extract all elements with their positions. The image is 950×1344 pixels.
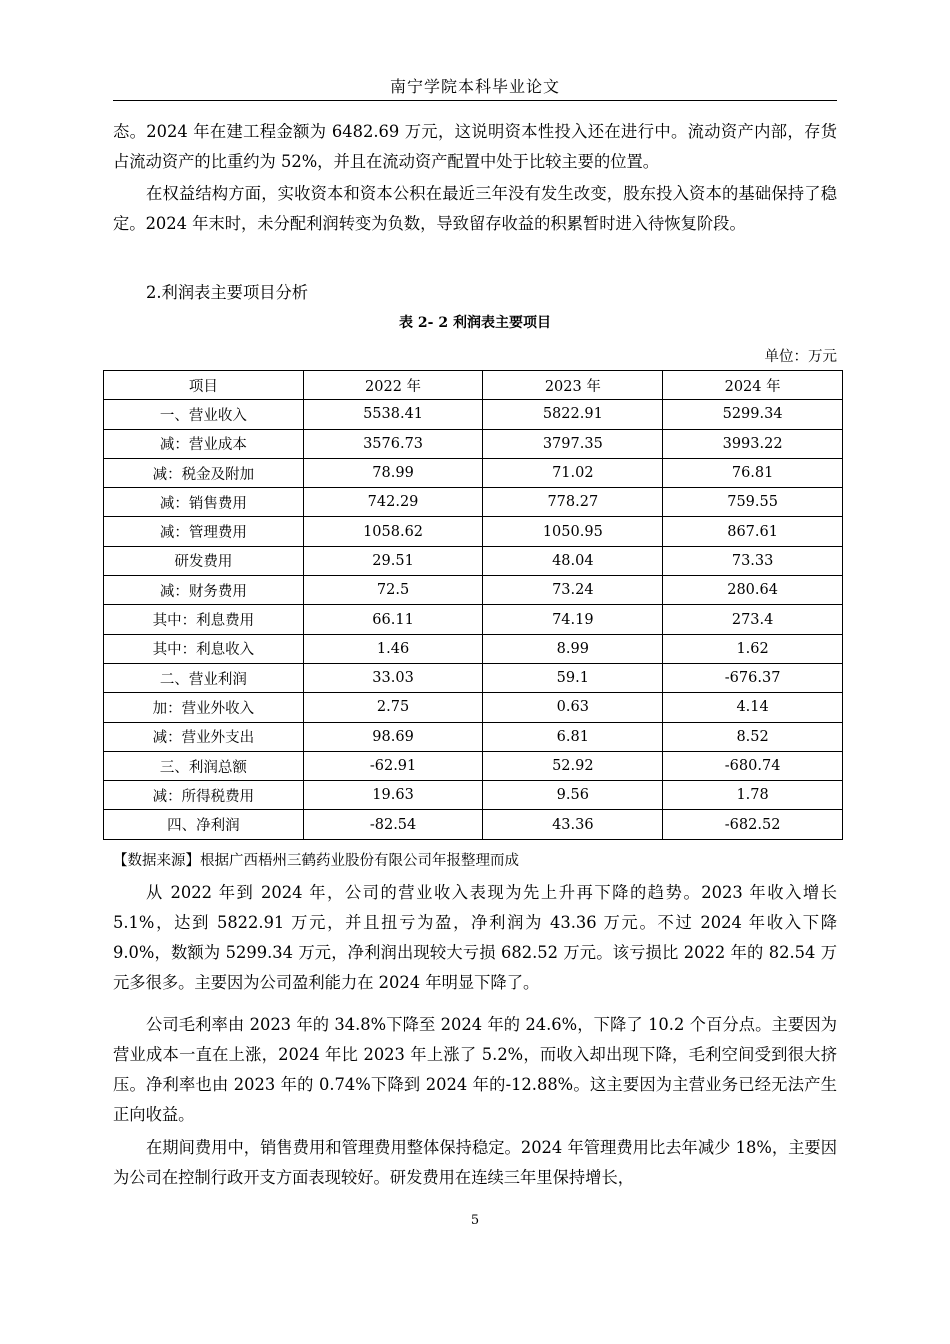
table-cell: 4.14 bbox=[663, 693, 843, 722]
table-row-label: 二、营业利润 bbox=[104, 663, 304, 692]
table-row bbox=[104, 517, 843, 546]
table-row-label: 其中：利息费用 bbox=[104, 605, 304, 634]
table-cell: 59.1 bbox=[483, 663, 663, 692]
section-heading: 2.利润表主要项目分析 bbox=[146, 283, 309, 302]
table-row bbox=[104, 722, 843, 751]
paragraph-4: 在期间费用中，销售费用和管理费用整体保持稳定。2024 年管理费用比去年减少 18%，主要因为公司在控制行政开支方面表现较好。研发费用在连续三年里保持增长， bbox=[113, 1138, 837, 1187]
table-cell: 3576.73 bbox=[303, 429, 483, 458]
paragraph-2: 从 2022 年到 2024 年，公司的营业收入表现为先上升再下降的趋势。2023 年收入增长 5.1%，达到 5822.91 万元，并且扭亏为盈，净利润为 43.36 万元。不过 2024 年收入下降 9.0%，数额为 5299.34 万元，净利润出现较大亏损 682.52 万元。该亏损比 2022 年的 82.54 万元多很多。主要因为公司盈利能力在 2024 年明显下降了。 bbox=[113, 883, 837, 992]
table-row-label: 减：管理费用 bbox=[104, 517, 304, 546]
table-header-cell: 2023 年 bbox=[483, 371, 663, 400]
table-caption: 表 2- 2 利润表主要项目 bbox=[399, 315, 551, 331]
table-cell: 280.64 bbox=[663, 576, 843, 605]
table-header-row bbox=[104, 371, 843, 400]
table-cell: 72.5 bbox=[303, 576, 483, 605]
table-cell: 0.63 bbox=[483, 693, 663, 722]
table-row-label: 减：销售费用 bbox=[104, 488, 304, 517]
table-cell: 71.02 bbox=[483, 458, 663, 487]
table-cell: 759.55 bbox=[663, 488, 843, 517]
table-cell: 9.56 bbox=[483, 781, 663, 810]
table-cell: 1.46 bbox=[303, 634, 483, 663]
table-cell: 2.75 bbox=[303, 693, 483, 722]
paragraph-1: 在权益结构方面，实收资本和资本公积在最近三年没有发生改变，股东投入资本的基础保持了稳定。2024 年末时，未分配利润转变为负数，导致留存收益的积累暂时进入待恢复阶段。 bbox=[113, 184, 837, 233]
table-row-label: 一、营业收入 bbox=[104, 400, 304, 429]
table-cell: 1.62 bbox=[663, 634, 843, 663]
table-cell: -62.91 bbox=[303, 751, 483, 780]
table-row-label: 减：税金及附加 bbox=[104, 458, 304, 487]
running-header: 南宁学院本科毕业论文 bbox=[389, 77, 560, 96]
table-row-label: 四、净利润 bbox=[104, 810, 304, 839]
table-row bbox=[104, 781, 843, 810]
table-cell: 48.04 bbox=[483, 546, 663, 575]
table-row bbox=[104, 663, 843, 692]
table-row bbox=[104, 400, 843, 429]
table-cell: 867.61 bbox=[663, 517, 843, 546]
table-cell: 742.29 bbox=[303, 488, 483, 517]
table-row bbox=[104, 576, 843, 605]
table-cell: 76.81 bbox=[663, 458, 843, 487]
table-row-label: 加：营业外收入 bbox=[104, 693, 304, 722]
income-statement-table bbox=[103, 370, 843, 840]
table-row-label: 减：所得税费用 bbox=[104, 781, 304, 810]
table-cell: 19.63 bbox=[303, 781, 483, 810]
table-cell: 8.52 bbox=[663, 722, 843, 751]
table-unit: 单位：万元 bbox=[764, 349, 837, 365]
table-row-label: 研发费用 bbox=[104, 546, 304, 575]
table-header-cell: 2022 年 bbox=[303, 371, 483, 400]
table-cell: 5299.34 bbox=[663, 400, 843, 429]
header-rule bbox=[113, 100, 837, 101]
table-cell: 3797.35 bbox=[483, 429, 663, 458]
table-row-label: 减：营业成本 bbox=[104, 429, 304, 458]
table-cell: 74.19 bbox=[483, 605, 663, 634]
table-cell: -682.52 bbox=[663, 810, 843, 839]
table-cell: -676.37 bbox=[663, 663, 843, 692]
table-source-note: 【数据来源】根据广西梧州三鹤药业股份有限公司年报整理而成 bbox=[113, 853, 519, 869]
paragraph-3: 公司毛利率由 2023 年的 34.8%下降至 2024 年的 24.6%，下降了 10.2 个百分点。主要因为营业成本一直在上涨，2024 年比 2023 年上涨了 5.2%，而收入却出现下降，毛利空间受到很大挤压。净利率也由 2023 年的 0.74%下降到 2024 年的-12.88%。这主要因为主营业务已经无法产生正向收益。 bbox=[113, 1015, 837, 1124]
table-cell: 73.33 bbox=[663, 546, 843, 575]
table-header-cell: 2024 年 bbox=[663, 371, 843, 400]
table-body bbox=[104, 400, 843, 839]
table-cell: 3993.22 bbox=[663, 429, 843, 458]
table-row bbox=[104, 751, 843, 780]
table-cell: -82.54 bbox=[303, 810, 483, 839]
table-cell: 8.99 bbox=[483, 634, 663, 663]
table-row bbox=[104, 458, 843, 487]
table-row bbox=[104, 634, 843, 663]
paragraph-0: 态。2024 年在建工程金额为 6482.69 万元，这说明资本性投入还在进行中。流动资产内部，存货占流动资产的比重约为 52%，并且在流动资产配置中处于比较主要的位置。 bbox=[113, 122, 837, 171]
table-row-label: 减：营业外支出 bbox=[104, 722, 304, 751]
page-number: 5 bbox=[470, 1213, 480, 1228]
table-cell: 78.99 bbox=[303, 458, 483, 487]
table-row-label: 其中：利息收入 bbox=[104, 634, 304, 663]
table-cell: 52.92 bbox=[483, 751, 663, 780]
table-cell: 33.03 bbox=[303, 663, 483, 692]
table-row bbox=[104, 546, 843, 575]
table-cell: 73.24 bbox=[483, 576, 663, 605]
table-row-label: 三、利润总额 bbox=[104, 751, 304, 780]
table-cell: 778.27 bbox=[483, 488, 663, 517]
table-row bbox=[104, 693, 843, 722]
table-cell: 43.36 bbox=[483, 810, 663, 839]
table-cell: 66.11 bbox=[303, 605, 483, 634]
table-row-label: 减：财务费用 bbox=[104, 576, 304, 605]
table-header-cell: 项目 bbox=[104, 371, 304, 400]
table-cell: 1058.62 bbox=[303, 517, 483, 546]
table-cell: 273.4 bbox=[663, 605, 843, 634]
table-cell: 1.78 bbox=[663, 781, 843, 810]
table-row bbox=[104, 810, 843, 839]
table-cell: -680.74 bbox=[663, 751, 843, 780]
table-cell: 98.69 bbox=[303, 722, 483, 751]
table-cell: 5822.91 bbox=[483, 400, 663, 429]
table-row bbox=[104, 488, 843, 517]
table-cell: 1050.95 bbox=[483, 517, 663, 546]
table-cell: 29.51 bbox=[303, 546, 483, 575]
table-row bbox=[104, 429, 843, 458]
table-row bbox=[104, 605, 843, 634]
table-cell: 5538.41 bbox=[303, 400, 483, 429]
table-cell: 6.81 bbox=[483, 722, 663, 751]
